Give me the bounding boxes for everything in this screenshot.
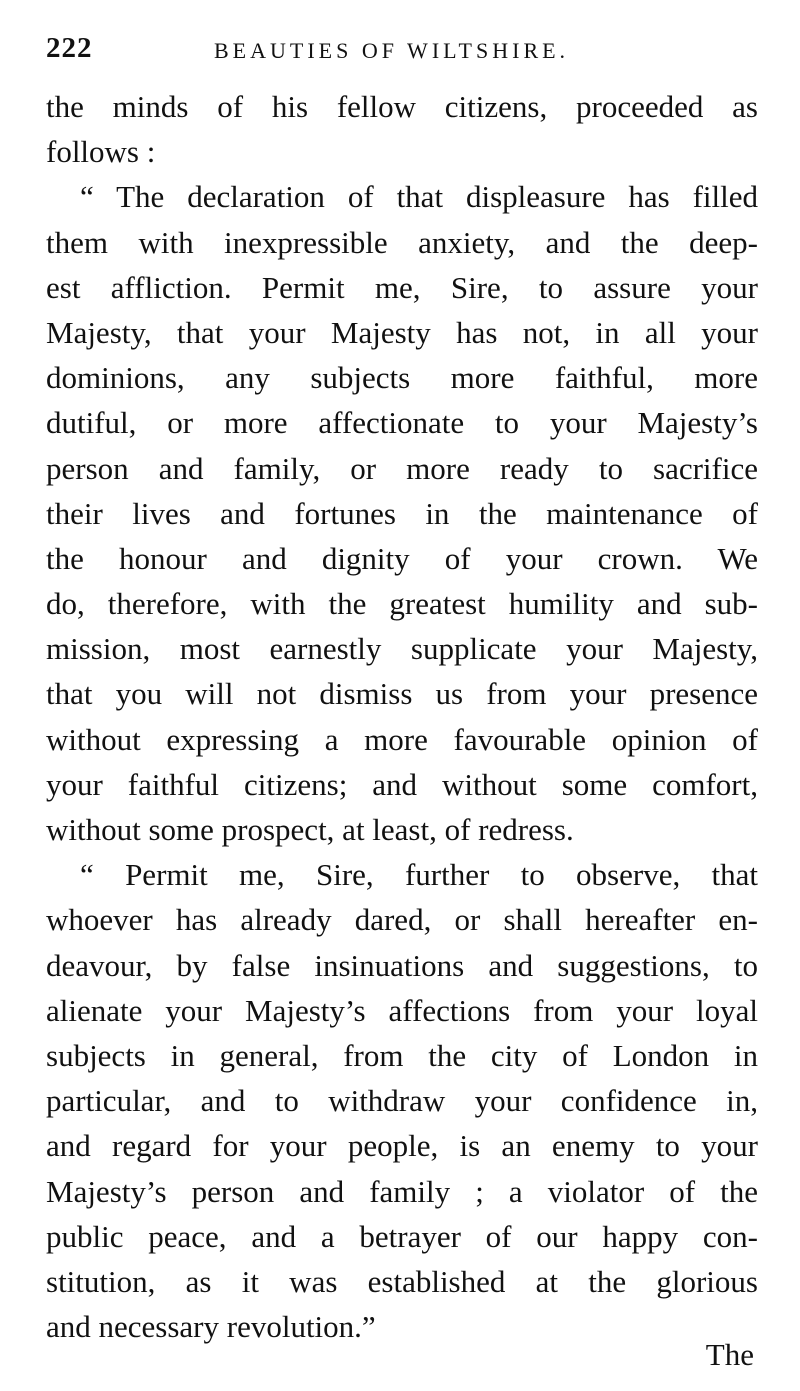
text-line: subjects in general, from the city of London in	[46, 1037, 758, 1073]
text-line: stitution, as it was established at the glorious	[46, 1263, 758, 1299]
text-line: the honour and dignity of your crown. We	[46, 540, 758, 576]
text-line: your faithful citizens; and without some comfort,	[46, 766, 758, 802]
text-line: them with inexpressible anxiety, and the deep-	[46, 224, 758, 260]
page-number: 222	[46, 32, 93, 64]
text-line: their lives and fortunes in the maintenance of	[46, 495, 758, 531]
text-line: “ The declaration of that displeasure has filled	[80, 179, 758, 215]
text-line: deavour, by false insinuations and suggestions, to	[46, 947, 758, 983]
text-line: alienate your Majesty’s affections from your loyal	[46, 992, 758, 1028]
text-line: the minds of his fellow citizens, proceeded as	[46, 89, 758, 124]
page-header	[46, 26, 756, 70]
running-head: BEAUTIES OF WILTSHIRE.	[214, 38, 570, 63]
text-line: person and family, or more ready to sacrifice	[46, 450, 758, 486]
text-line: do, therefore, with the greatest humility and sub-	[46, 586, 758, 622]
text-line: dominions, any subjects more faithful, more	[46, 360, 758, 396]
text-line: “ Permit me, Sire, further to observe, that	[80, 857, 758, 893]
text-line: and necessary revolution.”	[46, 1309, 376, 1345]
text-line: dutiful, or more affectionate to your Majesty’s	[46, 405, 758, 441]
text-line: mission, most earnestly supplicate your Majesty,	[46, 631, 758, 667]
text-line: without some prospect, at least, of redress.	[46, 812, 574, 847]
text-line: without expressing a more favourable opinion of	[46, 721, 758, 757]
text-line: that you will not dismiss us from your presence	[46, 676, 758, 712]
text-line: est affliction. Permit me, Sire, to assure your	[46, 269, 758, 305]
text-line: Majesty’s person and family ; a violator of the	[46, 1173, 758, 1209]
catchword: The	[705, 1337, 754, 1372]
text-line: and regard for your people, is an enemy to your	[46, 1128, 758, 1164]
text-line: public peace, and a betrayer of our happy con-	[46, 1218, 758, 1254]
text-line: Majesty, that your Majesty has not, in all your	[46, 314, 758, 350]
text-line: particular, and to withdraw your confidence in,	[46, 1083, 758, 1119]
text-line: follows :	[46, 134, 156, 170]
body-text	[46, 84, 758, 1349]
text-line: whoever has already dared, or shall hereafter en-	[46, 902, 758, 938]
